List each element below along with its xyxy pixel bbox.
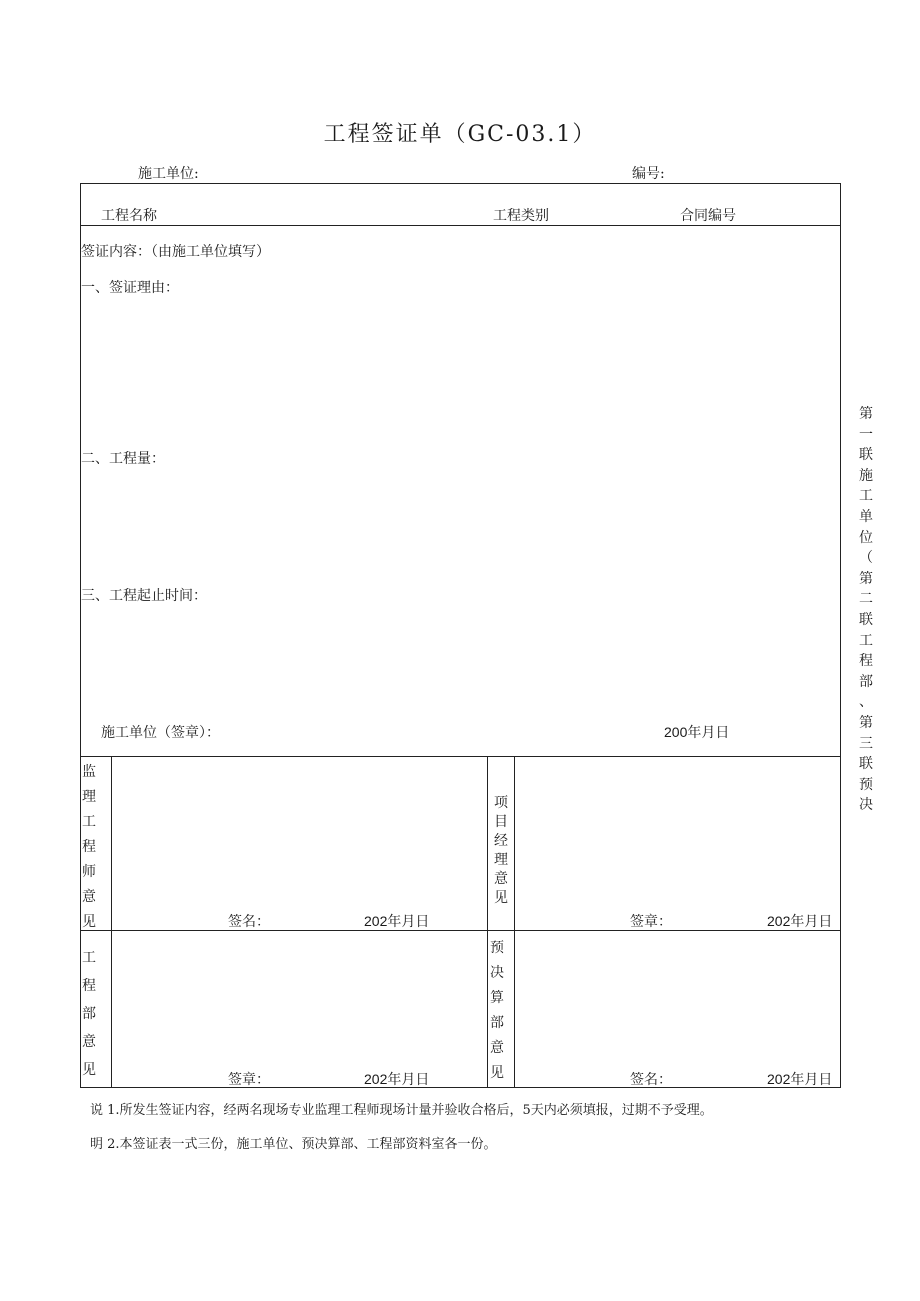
project-type-label: 工程类别 [493, 208, 549, 224]
supervisor-sign-label: 签名： [228, 914, 270, 930]
construction-unit-label: 施工单位: [138, 166, 199, 182]
copy-distribution-side-text: 第 一 联 施 工 单 位 （ 第 二 联 工 程 部 、 第 三 联 预 决 [859, 406, 873, 814]
project-manager-date: 202年月日 [767, 913, 833, 929]
supervisor-date: 202年月日 [364, 913, 430, 929]
note-line-1: 说 1.所发生签证内容，经两名现场专业监理工程师现场计量并验收合格后，5天内必须填报，过期不予受理。 [90, 1103, 713, 1118]
engineering-dept-date: 202年月日 [364, 1071, 430, 1087]
visa-content-label: 签证内容：（由施工单位填写） [81, 244, 270, 260]
contract-no-label: 合同编号 [680, 208, 736, 224]
project-manager-opinion-label: 项 目 经 理 意 见 [494, 795, 508, 906]
project-manager-sign-label: 签章： [630, 914, 672, 930]
page-title: 工程签证单（GC-03.1） [323, 122, 597, 147]
budget-dept-opinion-label: 预 决 算 部 意 见 [490, 940, 504, 1081]
time-label: 三、工程起止时间： [81, 588, 207, 604]
divider-opinions-mid [80, 930, 841, 931]
engineering-dept-sign-label: 签章： [228, 1072, 270, 1088]
form-frame [80, 183, 841, 1088]
number-label: 编号: [632, 166, 665, 182]
supervisor-opinion-label: 监 理 工 程 师 意 见 [82, 764, 96, 930]
budget-dept-date: 202年月日 [767, 1071, 833, 1087]
quantity-label: 二、工程量： [81, 451, 165, 467]
divider-left-label [111, 756, 112, 1088]
divider-opinions [80, 756, 841, 757]
engineering-dept-opinion-label: 工 程 部 意 见 [82, 950, 96, 1078]
seal-date: 200年月日 [664, 724, 730, 740]
note-line-2: 明 2.本签证表一式三份，施工单位、预决算部、工程部资料室各一份。 [90, 1137, 497, 1152]
reason-label: 一、签证理由： [81, 280, 179, 296]
divider-row1 [80, 225, 841, 226]
project-name-label: 工程名称 [101, 208, 157, 224]
divider-right-label [514, 756, 515, 1088]
budget-dept-sign-label: 签名： [630, 1072, 672, 1088]
seal-label: 施工单位（签章）： [101, 725, 220, 741]
